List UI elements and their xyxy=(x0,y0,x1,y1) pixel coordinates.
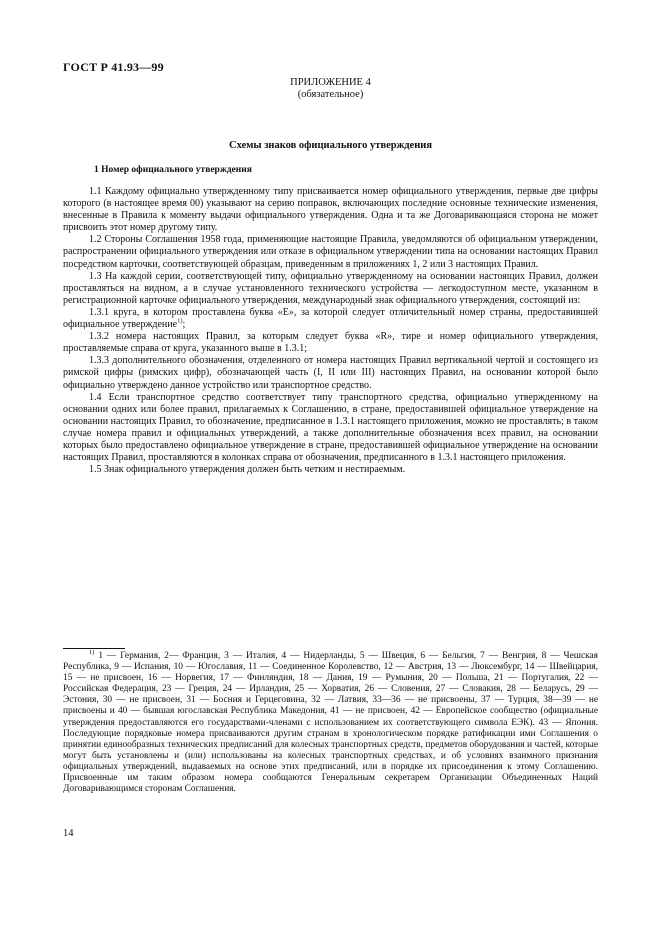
paragraph-1-3-1-end: ; xyxy=(182,319,186,331)
appendix-heading xyxy=(0,77,661,101)
paragraph-1-3-3: 1.3.3 дополнительного обозначения, отделенного от номера настоящих Правил вертикальной чертой и состоящего из римской цифры (римских цифр), обозначающей часть (I, II или III) настоящих Правил, на основании которой было официально утверждено данное устройство или транспортное средство. xyxy=(63,355,598,391)
footnote-marker: 1) xyxy=(89,648,95,656)
page-title: Схемы знаков официального утверждения xyxy=(229,140,432,151)
footnote-text: 1 — Германия, 2— Франция, 3 — Италия, 4 — Нидерланды, 5 — Швеция, 6 — Бельгия, 7 — Венгрия, 8 — Чешская Республика, 9 — Испания, 10 — Югославия, 11 — Соединенное Королевство, 12 — Австрия, 13 — Люксембург, 14 — Швейцария, 15 — не присвоен, 16 — Норвегия, 17 — Финляндия, 18 — Дания, 19 — Румыния, 20 — Польша, 21 — Португалия, 22 — Российская Федерация, 23 — Греция, 24 — Ирландия, 25 — Хорватия, 26 — Словения, 27 — Словакия, 28 — Беларусь, 29 — Эстония, 30 — не присвоен, 31 — Босния и Герцеговина, 32 — Латвия, 33—36 — не присвоены, 37 — Турция, 38—39 — не присвоены и 40 — бывшая югославская Республика Македония, 41 — не присвоен, 42 — Европейское сообщество (официальные утверждения предоставляются его государствами-членами с использованием их соответствующего символа ЕЭК). 43 — Япония. Последующие порядковые номера присваиваются другим странам в хронологическом порядке ратификации ими Соглашения о принятии единообразных технических предписаний для колесных транспортных средств, предметов оборудования и частей, которые могут быть установлены и (или) использованы на колесных транспортных средствах, и об условиях взаимного признания официальных утверждений, выдаваемых на основе этих предписаний, или в порядке их присоединения к этому Соглашению. Присвоенные им таким образом номера сообщаются Генеральным секретарем Организации Объединенных Наций Договаривающимся сторонам Соглашения. xyxy=(63,651,598,795)
section-heading: 1 Номер официального утверждения xyxy=(94,165,252,175)
paragraph-1-3-1 xyxy=(63,307,598,331)
footnote-reference: 1) xyxy=(177,317,183,325)
paragraph-1-1: 1.1 Каждому официально утвержденному типу присваивается номер официального утверждения, первые две цифры которого (в настоящее время 00) указывают на серию поправок, включающих последние основные технические изменения, внесенные в Правила к моменту выдачи официального утверждения. Одна и та же Договаривающаяся сторона не может присвоить этот номер другому типу. xyxy=(63,186,598,234)
paragraph-1-3-2: 1.3.2 номера настоящих Правил, за которым следует буква «R», тире и номер официального утверждения, проставляемые справа от круга, указанного выше в 1.3.1; xyxy=(63,331,598,355)
document-code: ГОСТ Р 41.93—99 xyxy=(63,60,164,74)
footnote xyxy=(63,648,598,795)
footnote-paragraph xyxy=(63,648,598,795)
appendix-status: (обязательное) xyxy=(297,89,364,100)
body-text xyxy=(63,186,598,476)
paragraph-1-3-1-text: 1.3.1 круга, в котором проставлена буква «Е», за которой следует отличительный номер страны, предоставившей официальное утверждение xyxy=(63,306,598,331)
page-number: 14 xyxy=(63,828,74,839)
paragraph-1-3: 1.3 На каждой серии, соответствующей типу, официально утвержденному на основании настоящих Правил, должен проставляться на видном, а в случае установленного технического устройства — легкодоступном месте, указанном в регистрационной карточке официального утверждения, международный знак официального утверждения, состоящий из: xyxy=(63,270,598,306)
paragraph-1-4: 1.4 Если транспортное средство соответствует типу транспортного средства, официально утвержденному на основании одних или более правил, прилагаемых к Соглашению, в стране, предоставившей официальное утверждение на основании настоящих Правил, то обозначение, предписанное в 1.3.1 настоящего приложения, можно не проставлять; в таком случае номера правил и официальных утверждений, а также дополнительные обозначения всех правил, на основании которых было предоставлено официальное утверждение в стране, предоставившей официальное утверждение на основании настоящих Правил, проставляются в колонках справа от обозначения, предписанного в 1.3.1 настоящего приложения. xyxy=(63,391,598,464)
appendix-label: ПРИЛОЖЕНИЕ 4 xyxy=(290,77,371,88)
paragraph-1-2: 1.2 Стороны Соглашения 1958 года, применяющие настоящие Правила, уведомляются об официальном утверждении, распространении официального утверждения или отказе в официальном утверждении типа на основании настоящих Правил посредством карточки, соответствующей образцам, приведенным в приложениях 1, 2 или 3 настоящих Правил. xyxy=(63,234,598,270)
paragraph-1-5: 1.5 Знак официального утверждения должен быть четким и нестираемым. xyxy=(89,464,406,476)
